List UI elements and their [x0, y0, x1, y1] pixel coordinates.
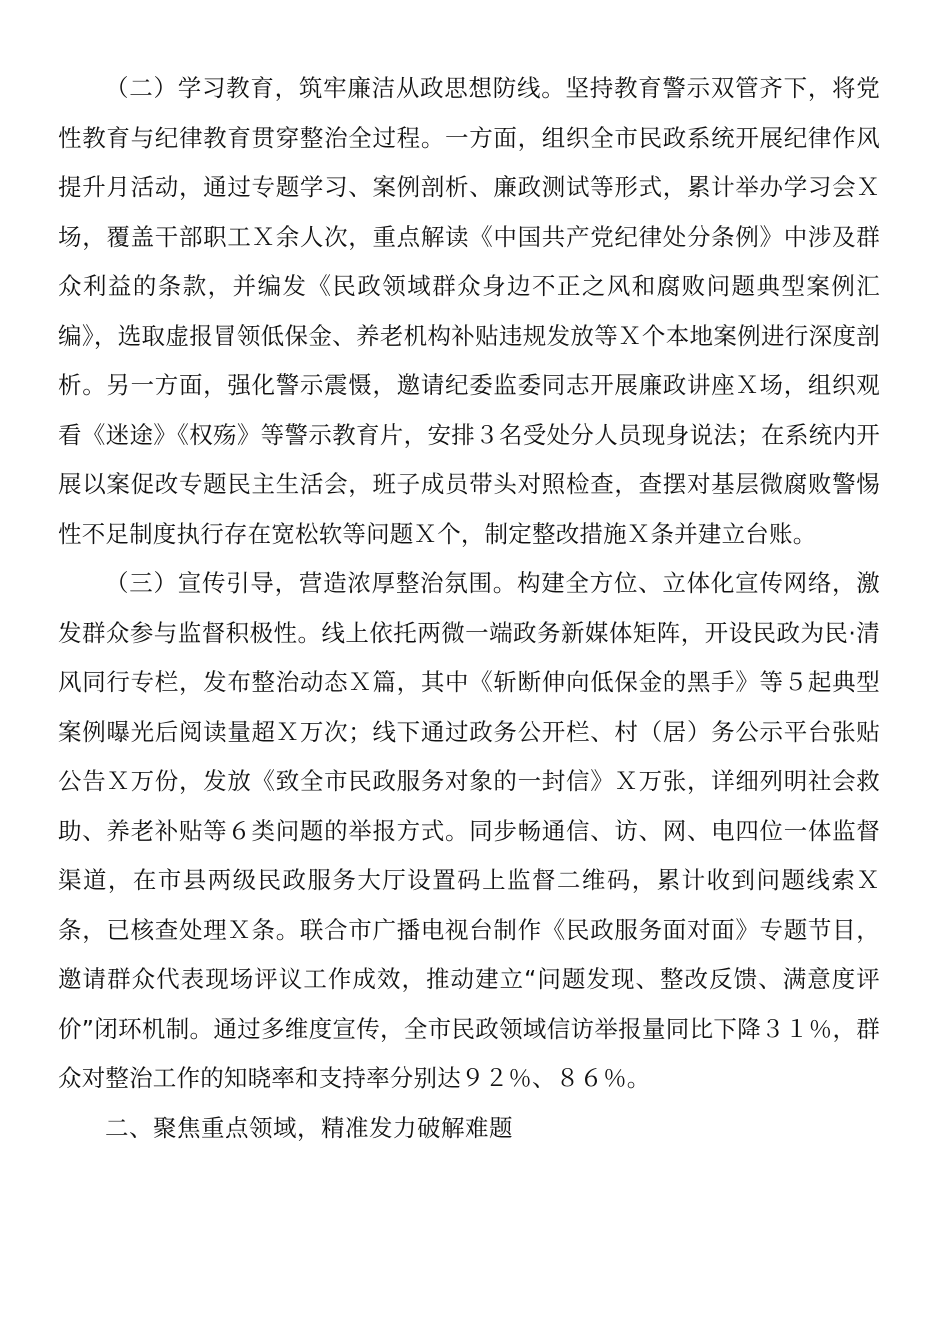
paragraph-publicity-guidance: （三）宣传引导，营造浓厚整治氛围。构建全方位、立体化宣传网络，激发群众参与监督积极性。线上依托两微一端政务新媒体矩阵，开设民政为民·清风同行专栏，发布整治动态Ｘ篇，其中《斩断伸向低保金的黑手》等５起典型案例曝光后阅读量超Ｘ万次；线下通过政务公开栏、村（居）务公示平台张贴公告Ｘ万份，发放《致全市民政服务对象的一封信》Ｘ万张，详细列明社会救助、养老补贴等６类问题的举报方式。同步畅通信、访、网、电四位一体监督渠道，在市县两级民政服务大厅设置码上监督二维码，累计收到问题线索Ｘ条，已核查处理Ｘ条。联合市广播电视台制作《民政服务面对面》专题节目，邀请群众代表现场评议工作成效，推动建立“问题发现、整改反馈、满意度评价”闭环机制。通过多维度宣传，全市民政领域信访举报量同比下降３１％，群众对整治工作的知晓率和支持率分别达９２％、８６％。	[58, 569, 880, 1092]
section-heading: 二、聚焦重点领域，精准发力破解难题	[105, 1113, 513, 1142]
paragraph-study-education: （二）学习教育，筑牢廉洁从政思想防线。坚持教育警示双管齐下，将党性教育与纪律教育贯穿整治全过程。一方面，组织全市民政系统开展纪律作风提升月活动，通过专题学习、案例剖析、廉政测试等形式，累计举办学习会Ｘ场，覆盖干部职工Ｘ余人次，重点解读《中国共产党纪律处分条例》中涉及群众利益的条款，并编发《民政领域群众身边不正之风和腐败问题典型案例汇编》，选取虚报冒领低保金、养老机构补贴违规发放等Ｘ个本地案例进行深度剖析。另一方面，强化警示震慑，邀请纪委监委同志开展廉政讲座Ｘ场，组织观看《迷途》《权殇》等警示教育片，安排３名受处分人员现身说法；在系统内开展以案促改专题民主生活会，班子成员带头对照检查，查摆对基层微腐败警惕性不足制度执行存在宽松软等问题Ｘ个，制定整改措施Ｘ条并建立台账。	[58, 74, 880, 548]
document-body	[58, 64, 880, 1153]
